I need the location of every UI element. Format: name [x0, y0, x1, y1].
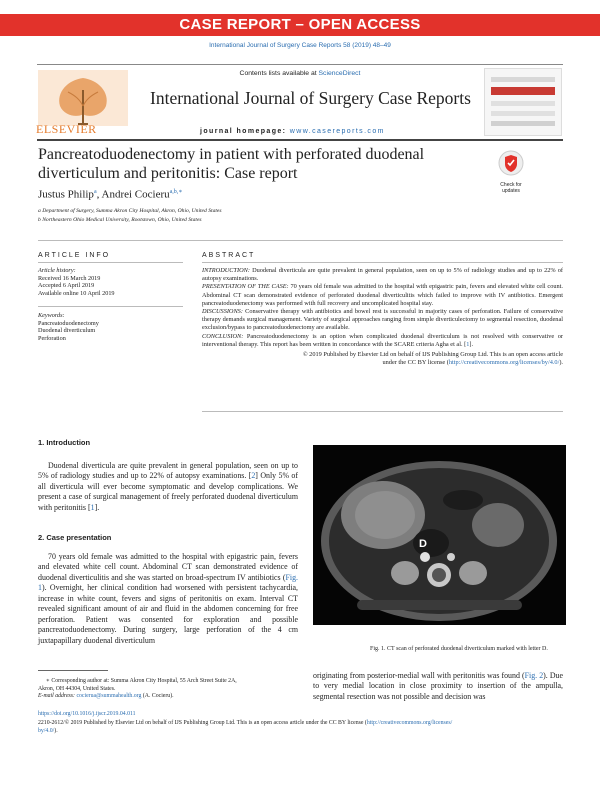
- footnote-text: Akron, OH 44304, United States.: [38, 685, 116, 692]
- author-name[interactable]: Justus Philip: [38, 188, 94, 201]
- keywords: [38, 312, 188, 342]
- paragraph-text: ].: [94, 502, 100, 512]
- paragraph-text: ). Due to very medial location in close proximity to insertion of the ampulla, segmental resection was not possible and decision was: [313, 671, 563, 701]
- paragraph-text: ] Only 5% of all diverticula will ever become symptomatic and develop complications. We present a case of surgical management of freely perforated duodenal diverticulum with peritonitis [: [38, 471, 298, 512]
- footnote-rule: [38, 670, 108, 671]
- divider: [202, 411, 563, 412]
- copyright-text: ).: [559, 359, 563, 367]
- history-entry: Received 16 March 2019: [38, 274, 101, 282]
- figure-caption: [370, 646, 548, 652]
- caption-text: CT scan of perforated duodenal diverticulum marked with letter D.: [385, 646, 548, 652]
- keyword: Pancreatoduodenectomy: [38, 319, 99, 327]
- abstract-heading: ABSTRACT: [202, 252, 256, 259]
- divider: [38, 306, 183, 307]
- author-list: Justus Philip$^a$, Andrei Cocieru$^{a,b,∗}$: [38, 188, 183, 201]
- divider: [38, 262, 183, 263]
- reference-link[interactable]: 2: [251, 471, 256, 481]
- abstract-label: DISCUSSIONS:: [202, 308, 243, 316]
- copyright-text: under the CC BY license (: [382, 359, 449, 367]
- reference-link[interactable]: 1: [466, 340, 470, 348]
- copyright-text: © 2019 Published by Elsevier Ltd on behalf of IJS Publishing Group Ltd. This is an open access article: [302, 351, 563, 359]
- footnote-text: 2210-2612/© 2019 Published by Elsevier Ltd on behalf of IJS Publishing Group Ltd. This is an open access article under the CC BY license (: [38, 720, 367, 726]
- homepage-link[interactable]: www.casereports.com: [289, 128, 385, 135]
- history-entry: Available online 10 April 2019: [38, 289, 115, 297]
- footnote-text: (A. Cocieru).: [141, 693, 174, 700]
- article-history: [38, 267, 188, 297]
- keyword: Perforation: [38, 334, 66, 342]
- paragraph-text: originating from posterior-medial wall with peritonitis was found (: [313, 671, 525, 680]
- copyright-line: [202, 359, 563, 367]
- doi-link[interactable]: https://doi.org/10.1016/j.ijscr.2019.04.011: [38, 711, 136, 717]
- email-label: E-mail address:: [38, 693, 77, 700]
- homepage-label: journal homepage:: [200, 128, 287, 135]
- paragraph-text: ). Overnight, her clinical condition had worsened with persistent tachycardia, increase in white count, fevers and signs of peritonitis on exam. Interval CT revealed significant amount of air and fluid in the abdomen concerning for free perforation. Patient was consented for exploration and possible pancreatoduodenectomy. During surgery, large perforation of the 4 cm juxtapapillary duodenal diverticulum: [38, 583, 298, 645]
- divider: [38, 240, 563, 241]
- abstract-text: Pancreatoduodenectomy is an option when complicated duodenal diverticulum is not resolved with conservative or interventional therapy. This report has been written in concordance with the SCARE criteria Agha et al. [: [202, 332, 563, 348]
- sciencedirect-link[interactable]: ScienceDirect: [318, 70, 361, 77]
- introduction-paragraph: [38, 461, 298, 513]
- keyword: Duodenal diverticulum: [38, 327, 96, 335]
- article-title: Pancreatoduodenectomy in patient with perforated duodenal diverticulum and peritonitis: Case report: [38, 146, 425, 182]
- author-name[interactable]: Andrei Cocieru: [101, 188, 170, 201]
- publisher-logo-text: ELSEVIER: [36, 122, 97, 136]
- paragraph-text: Duodenal diverticula are quite prevalent in general population, seen on up to 5% of radiology studies and up to 22% of autopsy examinations. [: [38, 461, 298, 481]
- abstract-label: CONCLUSION:: [202, 332, 244, 340]
- license-link[interactable]: http://creativecommons.org/licenses/by/4.0/: [448, 359, 560, 367]
- figure-link[interactable]: Fig. 2: [524, 671, 544, 680]
- open-access-banner: CASE REPORT – OPEN ACCESS: [0, 14, 600, 36]
- svg-text:D: D: [419, 538, 427, 550]
- affiliation: b Northeastern Ohio Medical University, Rootstown, Ohio, United States: [38, 217, 202, 223]
- figure-label: Fig. 1.: [370, 646, 386, 652]
- issn-line: [38, 720, 563, 735]
- check-for-updates-icon[interactable]: [497, 150, 525, 180]
- keywords-label: Keywords:: [38, 312, 65, 319]
- article-info-heading: ARTICLE INFO: [38, 252, 111, 259]
- email-link[interactable]: cocierua@summahealth.org: [76, 693, 142, 700]
- journal-title: International Journal of Surgery Case Reports: [150, 88, 471, 108]
- reference-link[interactable]: 1: [90, 502, 95, 512]
- author-affiliation-mark: a: [93, 189, 97, 195]
- journal-cover-image: [484, 68, 562, 136]
- case-paragraph: [38, 552, 298, 646]
- footnote-text: ).: [54, 727, 58, 734]
- abstract-text: Duodenal diverticula are quite prevalent in general population, seen on up to 5% of radiology studies and up to 22% of autopsy examinations.: [202, 267, 563, 283]
- journal-homepage: [200, 128, 385, 135]
- contents-prefix: Contents lists available at: [239, 70, 319, 77]
- history-entry: Accepted 6 April 2019: [38, 282, 95, 290]
- history-label: Article history:: [38, 267, 76, 274]
- paragraph-text: 70 years old female was admitted to the hospital with epigastric pain, fevers and elevated white cell count. Abdominal CT scan demonstrated evidence of duodenal diverticulitis and she was started on broad-spectrum IV antibiotics (: [38, 552, 298, 582]
- license-link[interactable]: http://creativecommons.org/licenses/: [366, 720, 453, 726]
- copyright-line: [202, 351, 563, 359]
- check-for-updates-label[interactable]: Check for updates: [500, 182, 522, 194]
- masthead-top-rule: [37, 64, 563, 65]
- divider: [202, 262, 563, 263]
- section-heading-case-presentation: 2. Case presentation: [38, 533, 112, 542]
- journal-citation[interactable]: International Journal of Surgery Case Reports 58 (2019) 48–49: [209, 42, 391, 49]
- figure-link[interactable]: Fig. 1: [38, 572, 298, 593]
- section-heading-introduction: 1. Introduction: [38, 438, 91, 447]
- affiliation: a Department of Surgery, Summa Akron City Hospital, Akron, Ohio, United States: [38, 208, 222, 214]
- case-paragraph-continued: [313, 671, 563, 702]
- abstract-text: Conservative therapy with antibiotics and bowel rest is successful in majority cases of perforation. Failure of conservative therapy demands surgical management. Variety of surgical approaches ranging from simple diverticulectomy to segmental resection, duodenal exclusion/bypass to pancreatoduodenectomy are available.: [202, 308, 563, 332]
- abstract-text: 70 years old female was admitted to the hospital with epigastric pain, fevers and elevated white cell count. Abdominal CT scan demonstrated evidence of perforated duodenal diverticulitis which failed to improve with IV antibiotics. Emergent pancreatoduodenectomy was performed with full recovery and uncomplicated hospital stay.: [202, 283, 563, 307]
- abstract-label: PRESENTATION OF THE CASE:: [202, 283, 289, 291]
- abstract-label: INTRODUCTION:: [202, 267, 250, 274]
- masthead-bottom-rule: [37, 139, 563, 141]
- license-link[interactable]: by/4.0/: [38, 727, 55, 734]
- footnote-text: ∗ Corresponding author at: Summa Akron City Hospital, 55 Arch Street Suite 2A,: [46, 678, 237, 684]
- ct-scan-figure: [313, 445, 566, 625]
- email-line: [38, 693, 237, 701]
- abstract-text: ].: [469, 340, 474, 348]
- author-affiliation-mark: a,b,∗: [169, 189, 183, 195]
- abstract-body: [202, 267, 563, 367]
- corresponding-author-footnote: [38, 678, 237, 701]
